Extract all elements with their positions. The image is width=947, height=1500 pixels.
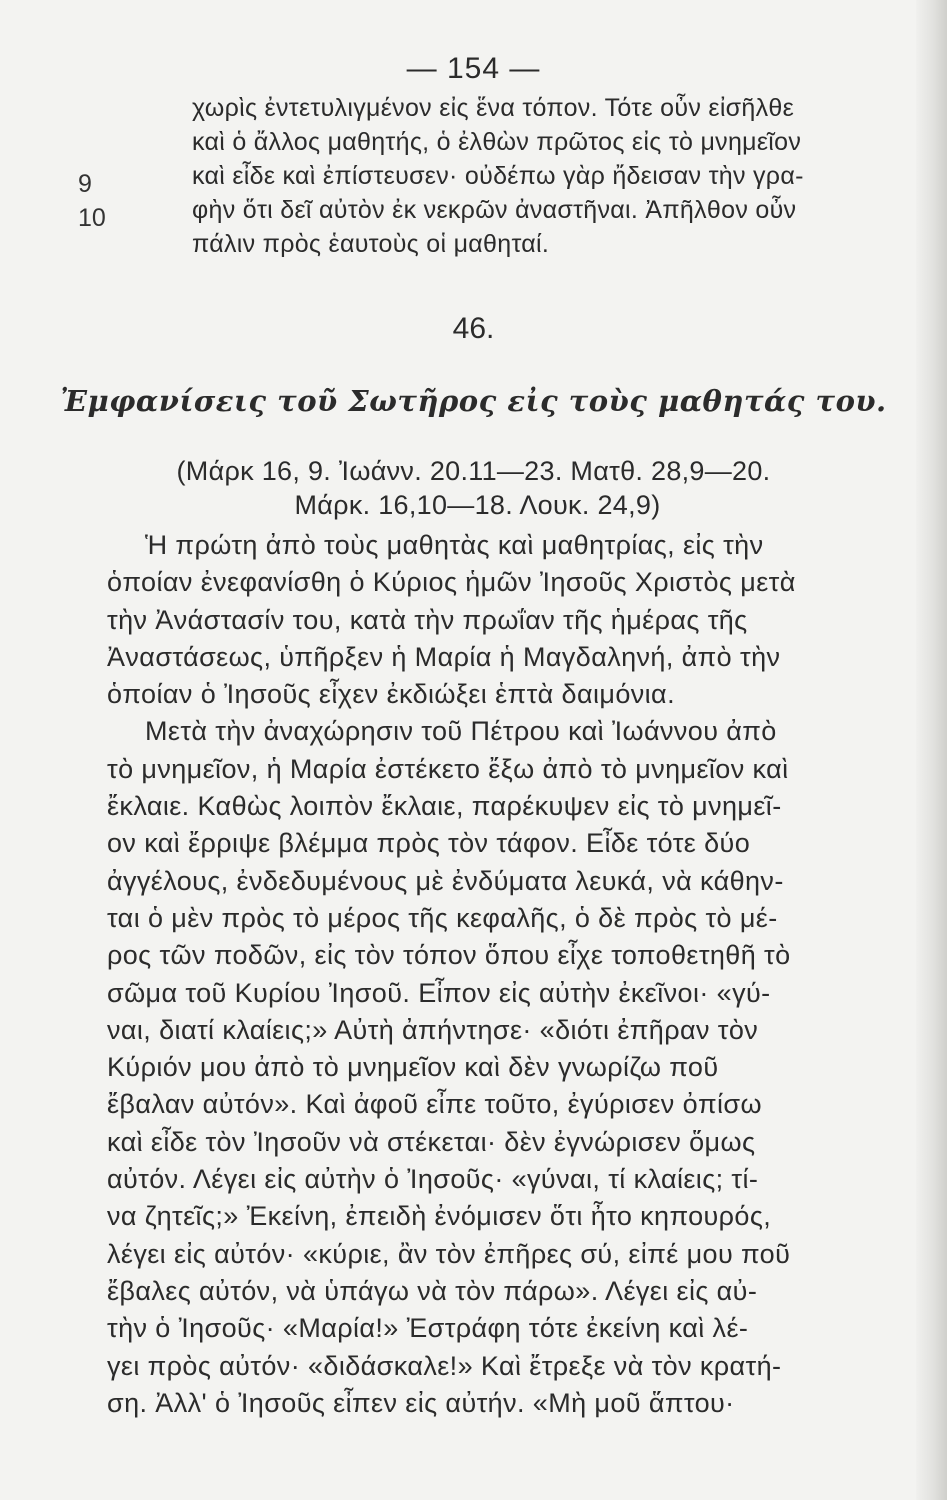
text-line: τὸ μνημεῖον, ἡ Μαρία ἐστέκετο ἔξω ἀπὸ τὸ μνημεῖον καὶ	[107, 753, 789, 784]
text-line: Ἡ πρώτη ἀπὸ τοὺς μαθητὰς καὶ μαθητρίας, εἰς τὴν	[145, 530, 764, 560]
text-line: πάλιν πρὸς ἑαυτοὺς οἱ μαθηταί.	[192, 230, 550, 258]
section-title: Ἐμφανίσεις τοῦ Σωτῆρος εἰς τοὺς μαθητάς του.	[60, 384, 887, 418]
text-line: ται ὁ μὲν πρὸς τὸ μέρος τῆς κεφαλῆς, ὁ δὲ πρὸς τὸ μέ-	[107, 902, 778, 933]
page-number: — 154 —	[406, 52, 541, 85]
text-line: τὴν Ἀνάστασίν του, κατὰ τὴν πρωΐαν τῆς ἡμέρας τῆς	[107, 604, 748, 635]
text-line: ὁποίαν ὁ Ἰησοῦς εἶχεν ἐκδιώξει ἑπτὰ δαιμόνια.	[107, 679, 675, 710]
reference-line: Μάρκ. 16,10—18. Λουκ. 24,9)	[294, 490, 661, 520]
text-line: ση. Ἀλλ' ὁ Ἰησοῦς εἶπεν εἰς αὐτήν. «Μὴ μοῦ ἅπτου·	[107, 1387, 735, 1418]
verse-number-10: 10	[78, 204, 106, 232]
text-line: ρος τῶν ποδῶν, εἰς τὸν τόπον ὅπου εἶχε τοποθετηθῆ τὸ	[107, 940, 791, 971]
text-line: ἀγγέλους, ἐνδεδυμένους μὲ ἐνδύματα λευκά, νὰ κάθην-	[107, 865, 784, 896]
text-line: λέγει εἰς αὐτόν· «κύριε, ἂν τὸν ἐπῆρες σύ, εἰπέ μου ποῦ	[107, 1238, 791, 1269]
reference-line: (Μάρκ 16, 9. Ἰωάνν. 20.11—23. Ματθ. 28,9—20.	[176, 456, 771, 486]
text-line: να ζητεῖς;» Ἐκείνη, ἐπειδὴ ἐνόμισεν ὅτι ἦτο κηπουρός,	[107, 1201, 772, 1232]
text-line: τὴν ὁ Ἰησοῦς· «Μαρία!» Ἐστράφη τότε ἐκείνη καὶ λέ-	[107, 1313, 749, 1344]
section-body-text	[107, 527, 877, 1422]
text-line: Μετὰ τὴν ἀναχώρησιν τοῦ Πέτρου καὶ Ἰωάννου ἀπὸ	[145, 716, 777, 747]
text-line: φὴν ὅτι δεῖ αὐτὸν ἐκ νεκρῶν ἀναστῆναι. Ἀπῆλθον οὖν	[192, 196, 797, 224]
text-line: ον καὶ ἔρριψε βλέμμα πρὸς τὸν τάφον. Εἶδε τότε δύο	[107, 828, 751, 859]
text-line: ἔβαλαν αὐτόν». Καὶ ἀφοῦ εἶπε τοῦτο, ἐγύρισεν ὀπίσω	[107, 1089, 762, 1120]
text-line: ἔκλαιε. Καθὼς λοιπὸν ἔκλαιε, παρέκυψεν εἰς τὸ μνημεῖ-	[107, 791, 782, 822]
text-line: ἔβαλες αὐτόν, νὰ ὑπάγω νὰ τὸν πάρω». Λέγει εἰς αὐ-	[107, 1275, 758, 1306]
page-edge-shadow	[916, 0, 947, 1500]
section-number: 46.	[452, 312, 495, 345]
text-line: χωρὶς ἐντετυλιγμένον εἰς ἕνα τόπον. Τότε οὖν εἰσῆλθε	[192, 94, 795, 122]
text-line: καὶ εἶδε τὸν Ἰησοῦν νὰ στέκεται· δὲν ἐγνώρισεν ὅμως	[107, 1126, 756, 1157]
text-line: αὐτόν. Λέγει εἰς αὐτὴν ὁ Ἰησοῦς· «γύναι, τί κλαίεις; τί-	[107, 1164, 759, 1195]
text-line: καὶ εἶδε καὶ ἐπίστευσεν· οὐδέπω γὰρ ἤδεισαν τὴν γρα-	[192, 162, 804, 190]
text-line: Ἀναστάσεως, ὑπῆρξεν ἡ Μαρία ἡ Μαγδαληνή, ἀπὸ τὴν	[107, 641, 781, 672]
text-line: γει πρὸς αὐτόν· «διδάσκαλε!» Καὶ ἔτρεξε νὰ τὸν κρατή-	[107, 1350, 782, 1381]
text-line: ναι, διατί κλαίεις;» Αὐτὴ ἀπήντησε· «διότι ἐπῆραν τὸν	[107, 1014, 759, 1045]
text-line: καὶ ὁ ἄλλος μαθητής, ὁ ἐλθὼν πρῶτος εἰς τὸ μνημεῖον	[192, 128, 802, 156]
text-line: σῶμα τοῦ Κυρίου Ἰησοῦ. Εἶπον εἰς αὐτὴν ἐκεῖνοι· «γύ-	[107, 977, 771, 1008]
text-line: Κύριόν μου ἀπὸ τὸ μνημεῖον καὶ δὲν γνωρίζω ποῦ	[107, 1052, 719, 1083]
previous-section-text	[192, 91, 892, 261]
verse-number-9: 9	[78, 170, 92, 198]
text-line: ὁποίαν ἐνεφανίσθη ὁ Κύριος ἡμῶν Ἰησοῦς Χριστὸς μετὰ	[107, 567, 796, 598]
